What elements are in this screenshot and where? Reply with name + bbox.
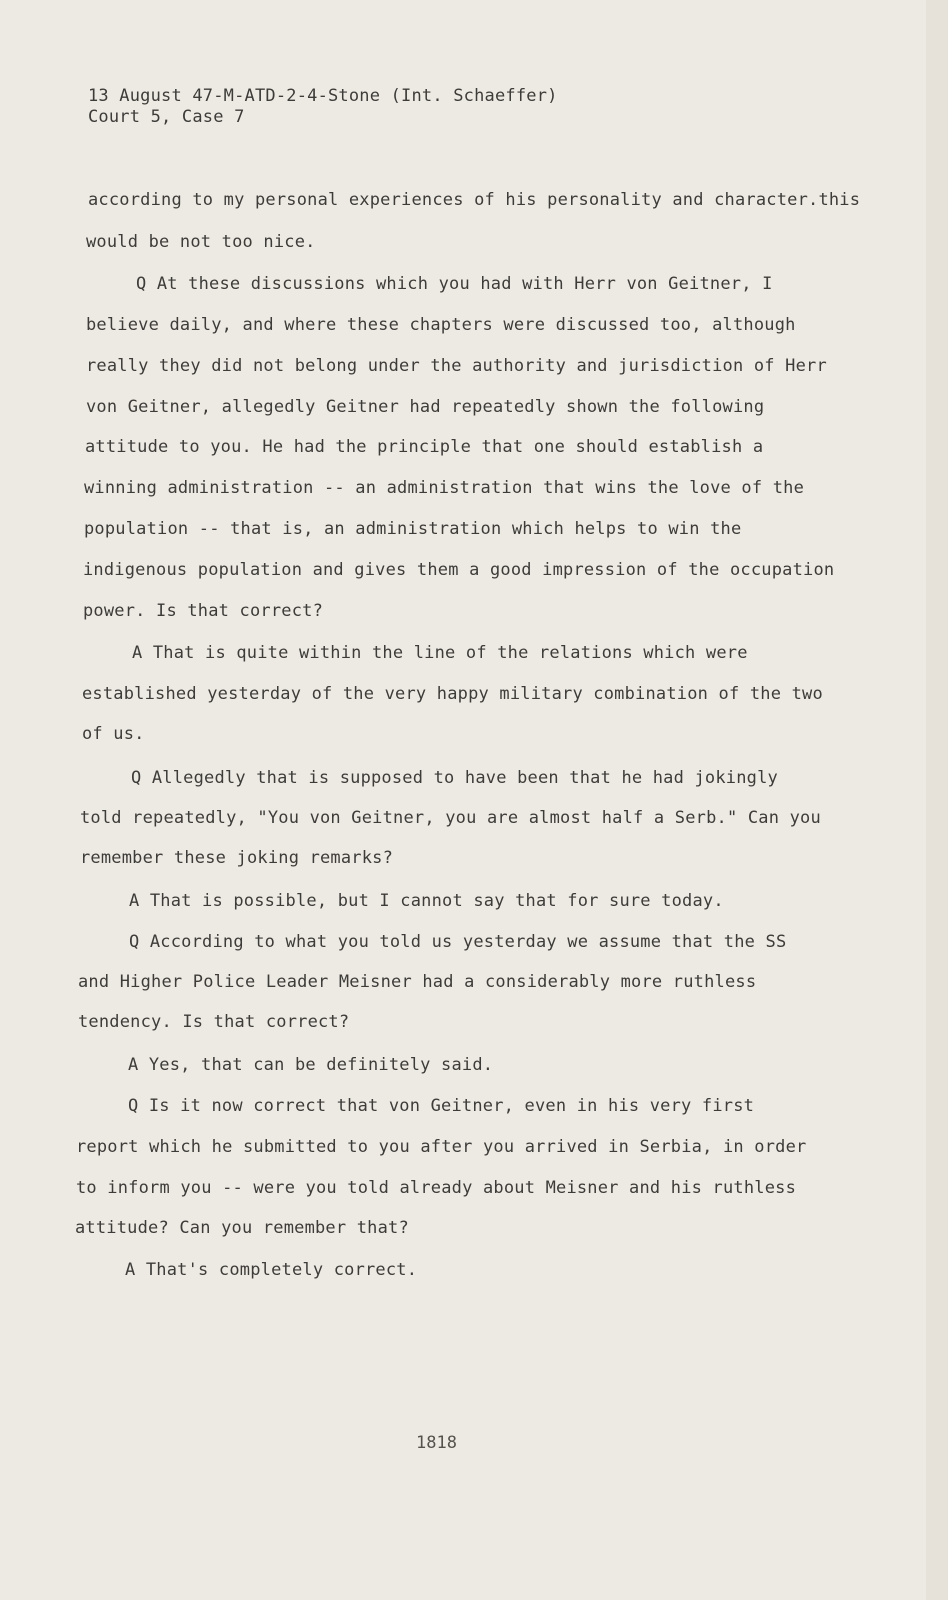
text-line: Q Is it now correct that von Geitner, even in his very first [128,1096,755,1116]
text-line: would be not too nice. [86,232,316,252]
text-line: attitude to you. He had the principle that one should establish a [85,437,764,457]
text-line: and Higher Police Leader Meisner had a considerably more ruthless [78,972,757,992]
text-line: established yesterday of the very happy military combination of the two [82,684,823,704]
text-line: A That's completely correct. [125,1260,418,1280]
header-line-1: 13 August 47-M-ATD-2-4-Stone (Int. Schaeffer) [88,86,558,106]
text-line: really they did not belong under the authority and jurisdiction of Herr [86,356,827,376]
text-line: tendency. Is that correct? [78,1012,350,1032]
text-line: told repeatedly, "You von Geitner, you are almost half a Serb." Can you [80,808,821,828]
text-line: population -- that is, an administration which helps to win the [84,519,742,539]
text-line: remember these joking remarks? [80,848,394,868]
text-line: winning administration -- an administration that wins the love of the [84,478,805,498]
text-line: attitude? Can you remember that? [75,1218,409,1238]
text-line: according to my personal experiences of his personality and character.this [88,190,861,210]
text-line: power. Is that correct? [83,601,324,621]
text-line: Q At these discussions which you had with Herr von Geitner, I [136,274,773,294]
text-line: indigenous population and gives them a good impression of the occupation [83,560,835,580]
text-line: Q Allegedly that is supposed to have been that he had jokingly [131,768,778,788]
text-line: A That is quite within the line of the relations which were [132,643,748,663]
text-line: Q According to what you told us yesterday we assume that the SS [129,932,787,952]
text-line: of us. [82,724,145,744]
text-line: to inform you -- were you told already about Meisner and his ruthless [76,1178,797,1198]
text-line: von Geitner, allegedly Geitner had repeatedly shown the following [86,397,765,417]
text-line: A Yes, that can be definitely said. [128,1055,494,1075]
page-number: 1818 [416,1433,457,1453]
text-line: A That is possible, but I cannot say that for sure today. [129,891,724,911]
text-line: believe daily, and where these chapters were discussed too, although [86,315,796,335]
text-line: report which he submitted to you after you arrived in Serbia, in order [76,1137,807,1157]
header-line-2: Court 5, Case 7 [88,107,245,127]
